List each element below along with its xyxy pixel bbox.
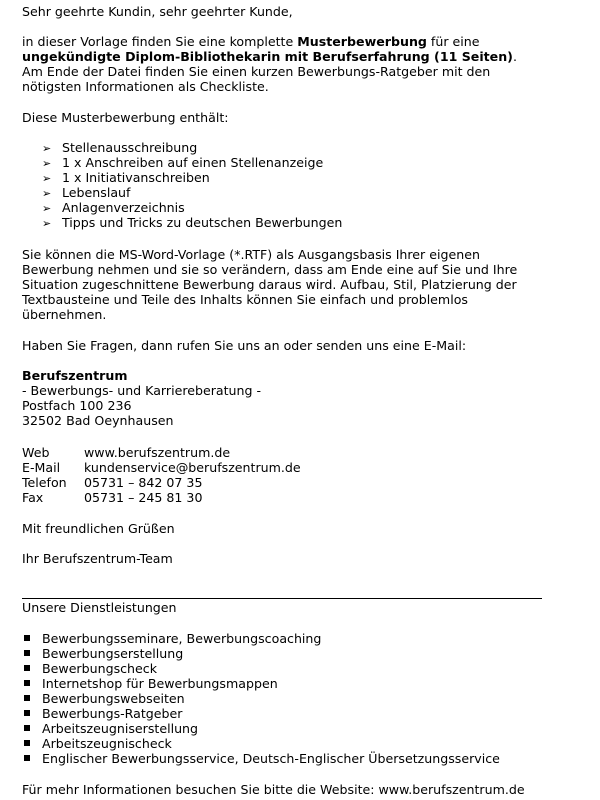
contact-row xyxy=(22,445,230,460)
service-item: Arbeitszeugnischeck xyxy=(22,736,172,751)
closing-text: Mit freundlichen Grüßen xyxy=(22,521,175,536)
contact-label: Telefon xyxy=(22,475,67,490)
square-bullet-icon xyxy=(24,680,30,686)
intro-line-2 xyxy=(22,49,517,64)
contact-row xyxy=(22,475,202,490)
section-divider xyxy=(22,598,542,599)
greeting: Sehr geehrte Kundin, sehr geehrter Kunde, xyxy=(22,4,293,19)
contact-label: Web xyxy=(22,445,50,460)
signature-text: Ihr Berufszentrum-Team xyxy=(22,551,173,566)
square-bullet-icon xyxy=(24,725,30,731)
usage-line-5: übernehmen. xyxy=(22,307,107,322)
service-item: Bewerbungs-Ratgeber xyxy=(22,706,182,721)
service-item: Internetshop für Bewerbungsmappen xyxy=(22,676,278,691)
usage-line-4: Textbausteine und Teile des Inhalts können Sie einfach und problemlos xyxy=(22,292,468,307)
contents-item: ➢ Anlagenverzeichnis xyxy=(42,200,185,215)
web-link[interactable]: www.berufszentrum.de xyxy=(84,445,231,460)
company-city: 32502 Bad Oeynhausen xyxy=(22,413,174,428)
intro-line-3: Am Ende der Datei finden Sie einen kurzen Bewerbungs-Ratgeber mit den xyxy=(22,64,491,79)
intro-text: . xyxy=(512,49,517,64)
arrow-bullet-icon: ➢ xyxy=(42,142,52,155)
usage-line-1: Sie können die MS-Word-Vorlage (*.RTF) als Ausgangsbasis Ihrer eigenen xyxy=(22,247,480,262)
service-item: Bewerbungserstellung xyxy=(22,646,183,661)
square-bullet-icon xyxy=(24,695,30,701)
company-name: Berufszentrum xyxy=(22,368,128,383)
service-item: Arbeitszeugniserstellung xyxy=(22,721,198,736)
contents-item: ➢ Lebenslauf xyxy=(42,185,131,200)
contents-item: ➢ Tipps und Tricks zu deutschen Bewerbungen xyxy=(42,215,343,230)
usage-line-2: Bewerbung nehmen und sie so verändern, dass am Ende eine auf Sie und Ihre xyxy=(22,262,518,277)
square-bullet-icon xyxy=(24,710,30,716)
contents-item: ➢ 1 x Anschreiben auf einen Stellenanzeige xyxy=(42,155,324,170)
contact-row xyxy=(22,460,301,475)
usage-line-3: Situation zugeschnittene Bewerbung daraus wird. Aufbau, Stil, Platzierung der xyxy=(22,277,517,292)
arrow-bullet-icon: ➢ xyxy=(42,217,52,230)
services-heading: Unsere Dienstleistungen xyxy=(22,600,177,615)
company-street: Postfach 100 236 xyxy=(22,398,132,413)
footer-text: Für mehr Informationen besuchen Sie bitte die Website: www.berufszentrum.de xyxy=(22,782,525,797)
service-item: Englischer Bewerbungsservice, Deutsch-Englischer Übersetzungsservice xyxy=(22,751,500,766)
fax-value: 05731 – 245 81 30 xyxy=(84,490,203,505)
intro-bold-position: ungekündigte Diplom-Bibliothekarin mit Berufserfahrung (11 Seiten) xyxy=(22,49,513,64)
contact-label: E-Mail xyxy=(22,460,61,475)
intro-bold-musterbewerbung: Musterbewerbung xyxy=(297,34,427,49)
service-item: Bewerbungsseminare, Bewerbungscoaching xyxy=(22,631,321,646)
email-link[interactable]: kundenservice@berufszentrum.de xyxy=(84,460,301,475)
contact-label: Fax xyxy=(22,490,44,505)
intro-text: in dieser Vorlage finden Sie eine komplette xyxy=(22,34,298,49)
contact-row xyxy=(22,490,202,505)
arrow-bullet-icon: ➢ xyxy=(42,202,52,215)
square-bullet-icon xyxy=(24,650,30,656)
contents-item: ➢ 1 x Initiativanschreiben xyxy=(42,170,210,185)
questions-text: Haben Sie Fragen, dann rufen Sie uns an oder senden uns eine E-Mail: xyxy=(22,338,467,353)
square-bullet-icon xyxy=(24,635,30,641)
intro-line-4: nötigsten Informationen als Checkliste. xyxy=(22,79,269,94)
service-item: Bewerbungswebseiten xyxy=(22,691,185,706)
square-bullet-icon xyxy=(24,755,30,761)
intro-text: für eine xyxy=(426,34,480,49)
company-tagline: - Bewerbungs- und Karriereberatung - xyxy=(22,383,262,398)
arrow-bullet-icon: ➢ xyxy=(42,157,52,170)
arrow-bullet-icon: ➢ xyxy=(42,187,52,200)
square-bullet-icon xyxy=(24,740,30,746)
service-item: Bewerbungscheck xyxy=(22,661,157,676)
square-bullet-icon xyxy=(24,665,30,671)
arrow-bullet-icon: ➢ xyxy=(42,172,52,185)
intro-line-1 xyxy=(22,34,480,49)
contents-heading: Diese Musterbewerbung enthält: xyxy=(22,110,229,125)
contents-item: ➢ Stellenausschreibung xyxy=(42,140,198,155)
phone-value: 05731 – 842 07 35 xyxy=(84,475,203,490)
